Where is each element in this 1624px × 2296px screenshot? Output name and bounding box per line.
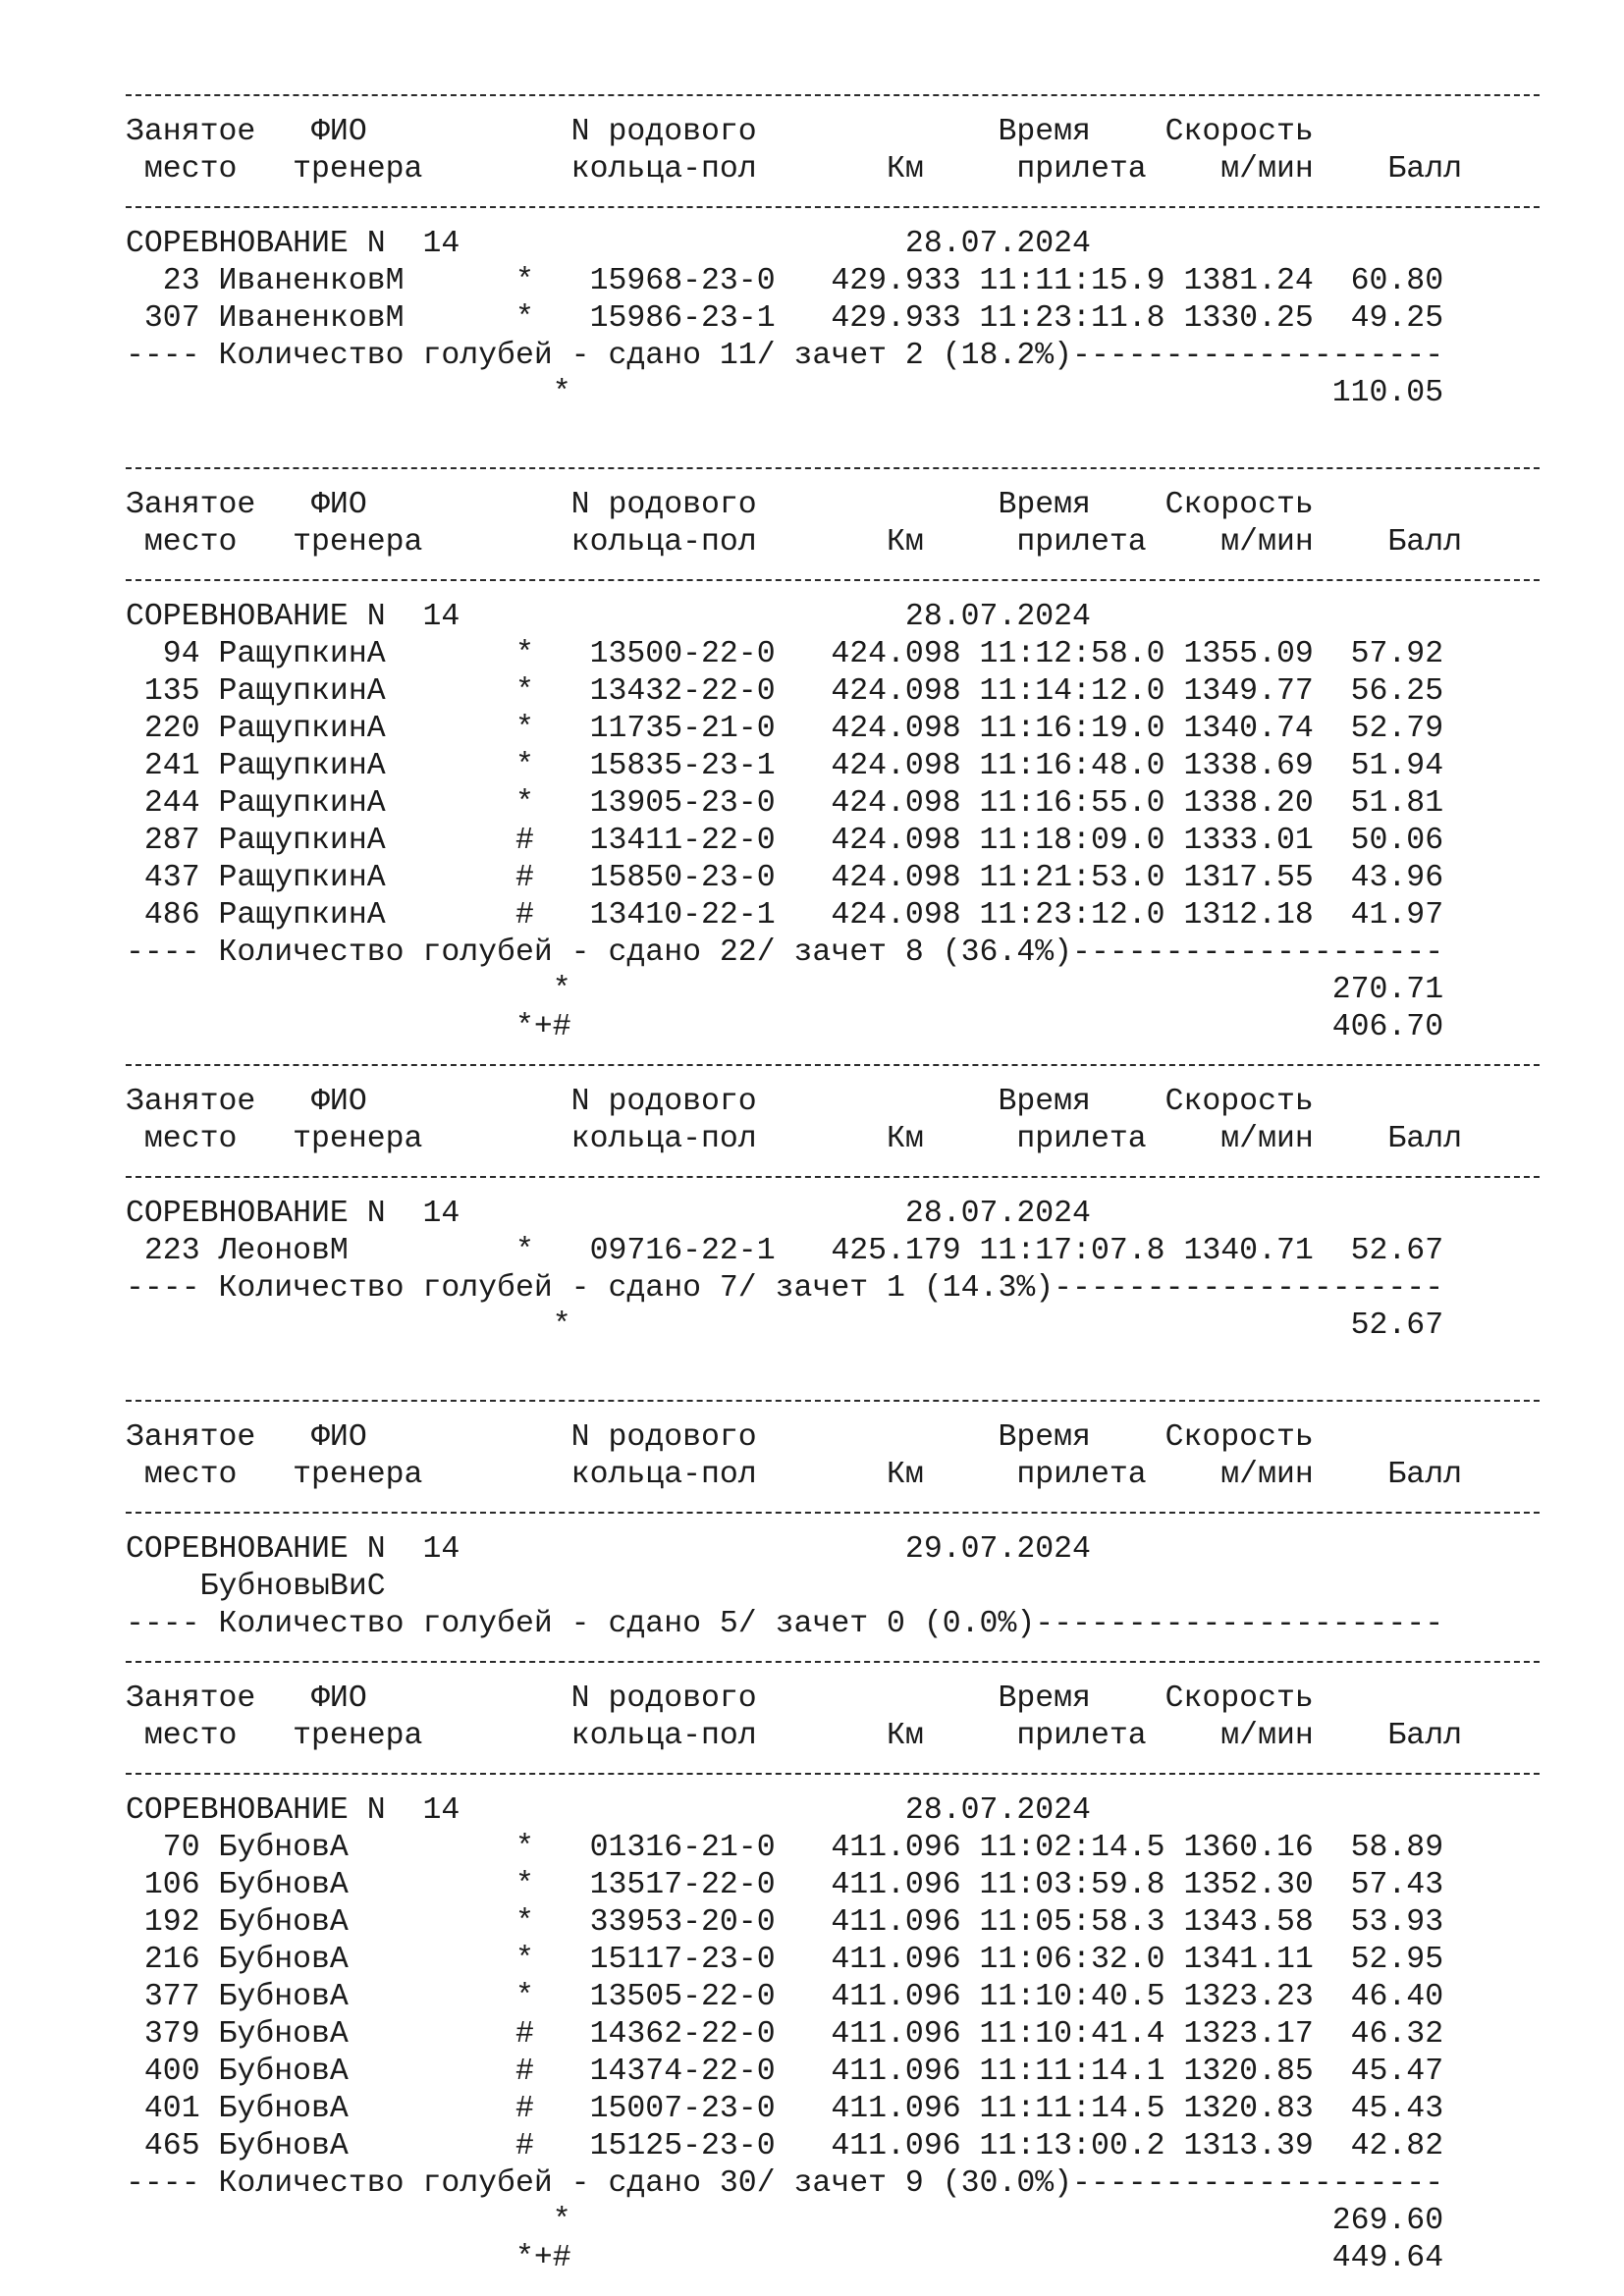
- result-row: 400 БубновА # 14374-22-0 411.096 11:11:14.1 1320.85 45.47: [126, 2055, 1444, 2089]
- header-bottom-rule: [126, 561, 1559, 599]
- header-top-rule: [126, 1046, 1559, 1084]
- score-total: *+# 449.64: [126, 2241, 1444, 2275]
- score-total: * 52.67: [126, 1308, 1444, 1343]
- column-header-line-1: Занятое ФИО N родового Время Скорость: [126, 115, 1314, 149]
- result-row: 486 РащупкинА # 13410-22-1 424.098 11:23:12.0 1312.18 41.97: [126, 898, 1444, 933]
- result-row: 379 БубновА # 14362-22-0 411.096 11:10:41.4 1323.17 46.32: [126, 2017, 1444, 2052]
- pigeon-count-summary: ---- Количество голубей - сдано 5/ зачет 0 (0.0%)----------------------: [126, 1607, 1444, 1641]
- result-row: 135 РащупкинА * 13432-22-0 424.098 11:14:12.0 1349.77 56.25: [126, 674, 1444, 709]
- result-row: 192 БубновА * 33953-20-0 411.096 11:05:58.3 1343.58 53.93: [126, 1905, 1444, 1940]
- competition-line: СОРЕВНОВАНИЕ N 14 28.07.2024: [126, 600, 1091, 634]
- pigeon-count-summary: ---- Количество голубей - сдано 22/ зачет 8 (36.4%)--------------------: [126, 935, 1444, 970]
- header-bottom-rule: [126, 1494, 1559, 1531]
- score-total: * 110.05: [126, 376, 1444, 410]
- result-row: 94 РащупкинА * 13500-22-0 424.098 11:12:58.0 1355.09 57.92: [126, 637, 1444, 671]
- column-header-line-1: Занятое ФИО N родового Время Скорость: [126, 488, 1314, 522]
- results-printout: [126, 77, 1559, 2277]
- column-header-line-2: место тренера кольца-пол Км прилета м/мин Балл: [126, 525, 1463, 560]
- column-header-line-2: место тренера кольца-пол Км прилета м/мин Балл: [126, 1458, 1463, 1492]
- header-bottom-rule: [126, 1755, 1559, 1792]
- result-row: 223 ЛеоновМ * 09716-22-1 425.179 11:17:07.8 1340.71 52.67: [126, 1234, 1444, 1268]
- result-row: 241 РащупкинА * 15835-23-1 424.098 11:16:48.0 1338.69 51.94: [126, 749, 1444, 783]
- result-row: 23 ИваненковМ * 15968-23-0 429.933 11:11:15.9 1381.24 60.80: [126, 264, 1444, 298]
- competition-line: СОРЕВНОВАНИЕ N 14 28.07.2024: [126, 1197, 1091, 1231]
- score-total: * 269.60: [126, 2204, 1444, 2238]
- header-top-rule: [126, 1382, 1559, 1419]
- result-row: 70 БубновА * 01316-21-0 411.096 11:02:14.5 1360.16 58.89: [126, 1831, 1444, 1865]
- score-total: *+# 406.70: [126, 1010, 1444, 1044]
- column-header-line-2: место тренера кольца-пол Км прилета м/мин Балл: [126, 1122, 1463, 1156]
- block-gap: [126, 412, 1559, 450]
- result-row: 377 БубновА * 13505-22-0 411.096 11:10:40.5 1323.23 46.40: [126, 1980, 1444, 2014]
- result-row: 216 БубновА * 15117-23-0 411.096 11:06:32.0 1341.11 52.95: [126, 1943, 1444, 1977]
- result-row: БубновыВиС: [126, 1570, 386, 1604]
- result-row: 437 РащупкинА # 15850-23-0 424.098 11:21:53.0 1317.55 43.96: [126, 861, 1444, 895]
- result-row: 220 РащупкинА * 11735-21-0 424.098 11:16:19.0 1340.74 52.79: [126, 712, 1444, 746]
- column-header-line-1: Занятое ФИО N родового Время Скорость: [126, 1682, 1314, 1716]
- competition-line: СОРЕВНОВАНИЕ N 14 28.07.2024: [126, 227, 1091, 261]
- pigeon-count-summary: ---- Количество голубей - сдано 7/ зачет 1 (14.3%)---------------------: [126, 1271, 1444, 1306]
- header-top-rule: [126, 77, 1559, 114]
- column-header-line-2: место тренера кольца-пол Км прилета м/мин Балл: [126, 152, 1463, 187]
- header-bottom-rule: [126, 188, 1559, 226]
- competition-line: СОРЕВНОВАНИЕ N 14 29.07.2024: [126, 1532, 1091, 1567]
- block-gap: [126, 1345, 1559, 1382]
- result-row: 287 РащупкинА # 13411-22-0 424.098 11:18:09.0 1333.01 50.06: [126, 824, 1444, 858]
- header-bottom-rule: [126, 1158, 1559, 1196]
- column-header-line-1: Занятое ФИО N родового Время Скорость: [126, 1420, 1314, 1455]
- pigeon-count-summary: ---- Количество голубей - сдано 11/ зачет 2 (18.2%)--------------------: [126, 339, 1444, 373]
- score-total: * 270.71: [126, 973, 1444, 1007]
- result-row: 465 БубновА # 15125-23-0 411.096 11:13:00.2 1313.39 42.82: [126, 2129, 1444, 2163]
- result-row: 401 БубновА # 15007-23-0 411.096 11:11:14.5 1320.83 45.43: [126, 2092, 1444, 2126]
- column-header-line-1: Занятое ФИО N родового Время Скорость: [126, 1085, 1314, 1119]
- result-row: 307 ИваненковМ * 15986-23-1 429.933 11:23:11.8 1330.25 49.25: [126, 301, 1444, 336]
- column-header-line-2: место тренера кольца-пол Км прилета м/мин Балл: [126, 1719, 1463, 1753]
- header-top-rule: [126, 450, 1559, 487]
- result-row: 244 РащупкинА * 13905-23-0 424.098 11:16:55.0 1338.20 51.81: [126, 786, 1444, 821]
- competition-line: СОРЕВНОВАНИЕ N 14 28.07.2024: [126, 1793, 1091, 1828]
- pigeon-count-summary: ---- Количество голубей - сдано 30/ зачет 9 (30.0%)--------------------: [126, 2166, 1444, 2201]
- header-top-rule: [126, 1643, 1559, 1681]
- result-row: 106 БубновА * 13517-22-0 411.096 11:03:59.8 1352.30 57.43: [126, 1868, 1444, 1902]
